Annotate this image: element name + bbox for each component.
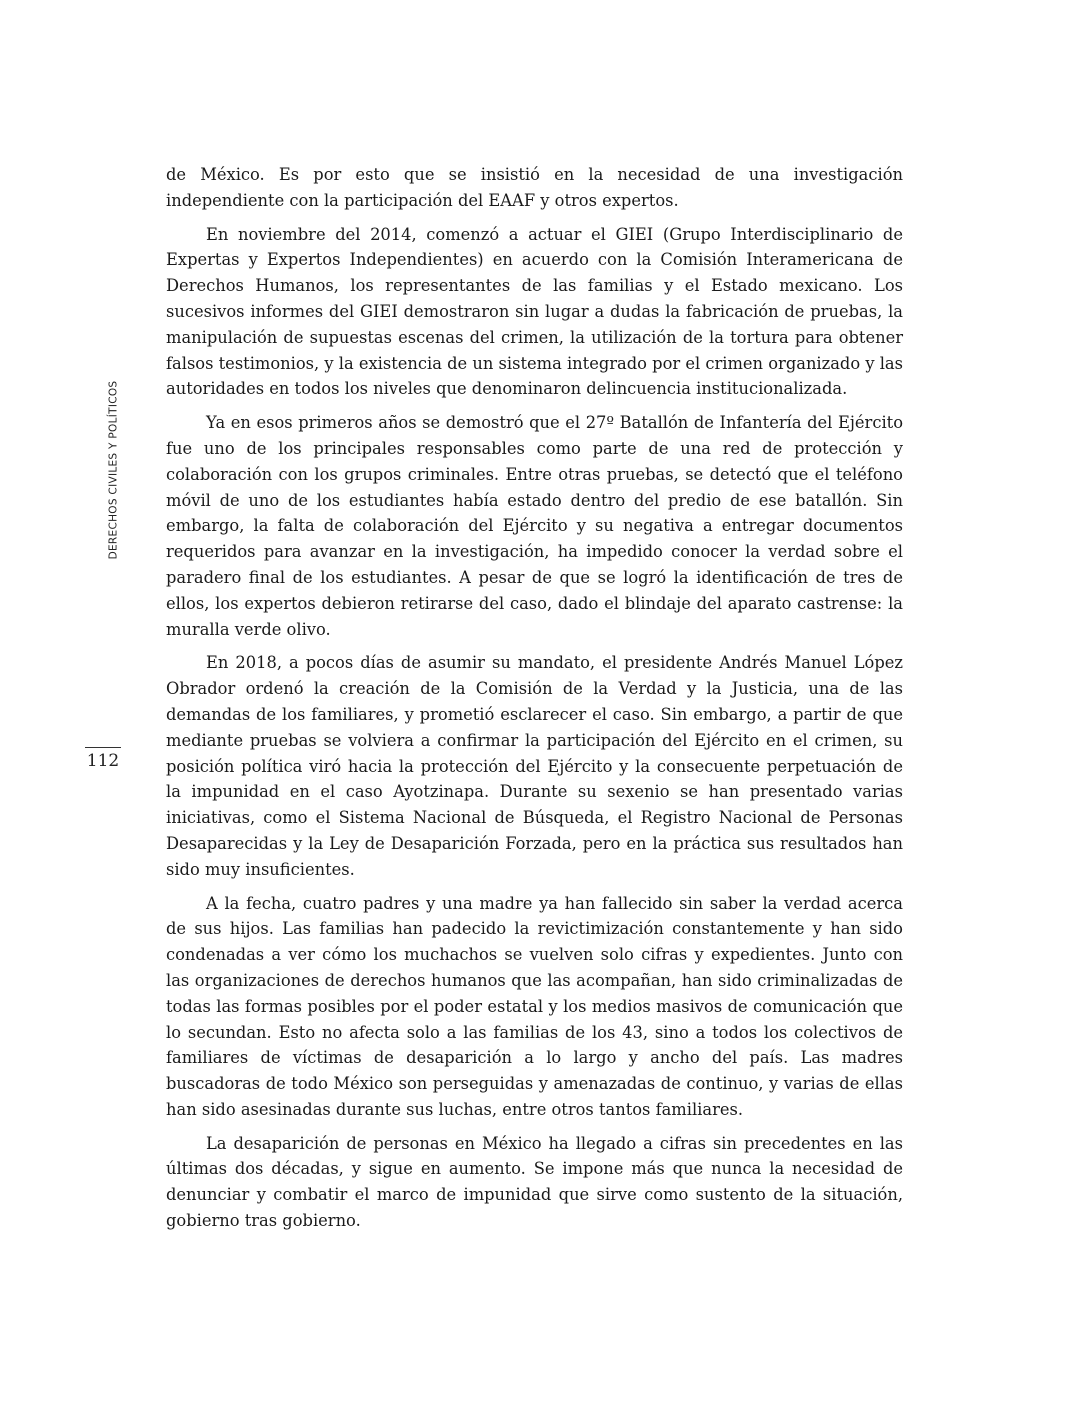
running-head	[68, 375, 158, 565]
paragraph-1: de México. Es por esto que se insistió en la necesidad de una investigación independiente con la participación del EAAF y otros expertos.	[166, 165, 903, 210]
paragraph-3: Ya en esos primeros años se demostró que el 27º Batallón de Infantería del Ejército fue uno de los principales responsables como parte de una red de protección y colaboración con los grupos criminales. Entre otras pruebas, se detectó que el teléfono móvil de uno de los estudiantes había estado dentro del predio de ese batallón. Sin embargo, la falta de colaboración del Ejército y su negativa a entregar documentos requeridos para avanzar en la investigación, ha impedido conocer la verdad sobre el paradero final de los estudiantes. A pesar de que se logró la identificación de tres de ellos, los expertos debieron retirarse del caso, dado el blindaje del aparato castrense: la muralla verde olivo.	[166, 413, 903, 639]
paragraph-6: La desaparición de personas en México ha llegado a cifras sin precedentes en las últimas dos décadas, y sigue en aumento. Se impone más que nunca la necesidad de denunciar y combatir el marco de impunidad que sirve como sustento de la situación, gobierno tras gobierno.	[166, 1133, 903, 1231]
paragraph-2: En noviembre del 2014, comenzó a actuar el GIEI (Grupo Interdisciplinario de Expertas y Expertos Independientes) en acuerdo con la Comisión Interamericana de Derechos Humanos, los representantes de las familias y el Estado mexicano. Los sucesivos informes del GIEI demostraron sin lugar a dudas la fabricación de pruebas, la manipulación de supuestas escenas del crimen, la utilización de la tortura para obtener falsos testimonios, y la existencia de un sistema integrado por el crimen organizado y las autoridades en todos los niveles que denominaron delincuencia institucionalizada.	[166, 224, 903, 399]
page-number: 112	[86, 751, 120, 771]
page-number-rule	[85, 747, 121, 748]
running-head-text: DERECHOS CIVILES Y POLÍTICOS	[107, 380, 119, 560]
paragraph-5: A la fecha, cuatro padres y una madre ya han fallecido sin saber la verdad acerca de sus hijos. Las familias han padecido la revictimización constantemente y han sido condenadas a ver cómo los muchachos se vuelven solo cifras y expedientes. Junto con las organizaciones de derechos humanos que las acompañan, han sido criminalizadas de todas las formas posibles por el poder estatal y los medios masivos de comunicación que lo secundan. Esto no afecta solo a las familias de los 43, sino a todos los colectivos de familiares de víctimas de desaparición a lo largo y ancho del país. Las madres buscadoras de todo México son perseguidas y amenazadas de continuo, y varias de ellas han sido asesinadas durante sus luchas, entre otros tantos familiares.	[166, 893, 903, 1119]
paragraph-4: En 2018, a pocos días de asumir su mandato, el presidente Andrés Manuel López Obrador ordenó la creación de la Comisión de la Verdad y la Justicia, una de las demandas de los familiares, y prometió esclarecer el caso. Sin embargo, a partir de que mediante pruebas se volviera a confirmar la participación del Ejército en el crimen, su posición política viró hacia la protección del Ejército y la consecuente perpetuación de la impunidad en el caso Ayotzinapa. Durante su sexenio se han presentado varias iniciativas, como el Sistema Nacional de Búsqueda, el Registro Nacional de Personas Desaparecidas y la Ley de Desaparición Forzada, pero en la práctica sus resultados han sido muy insuficientes.	[166, 653, 903, 879]
body-text	[166, 162, 903, 1242]
